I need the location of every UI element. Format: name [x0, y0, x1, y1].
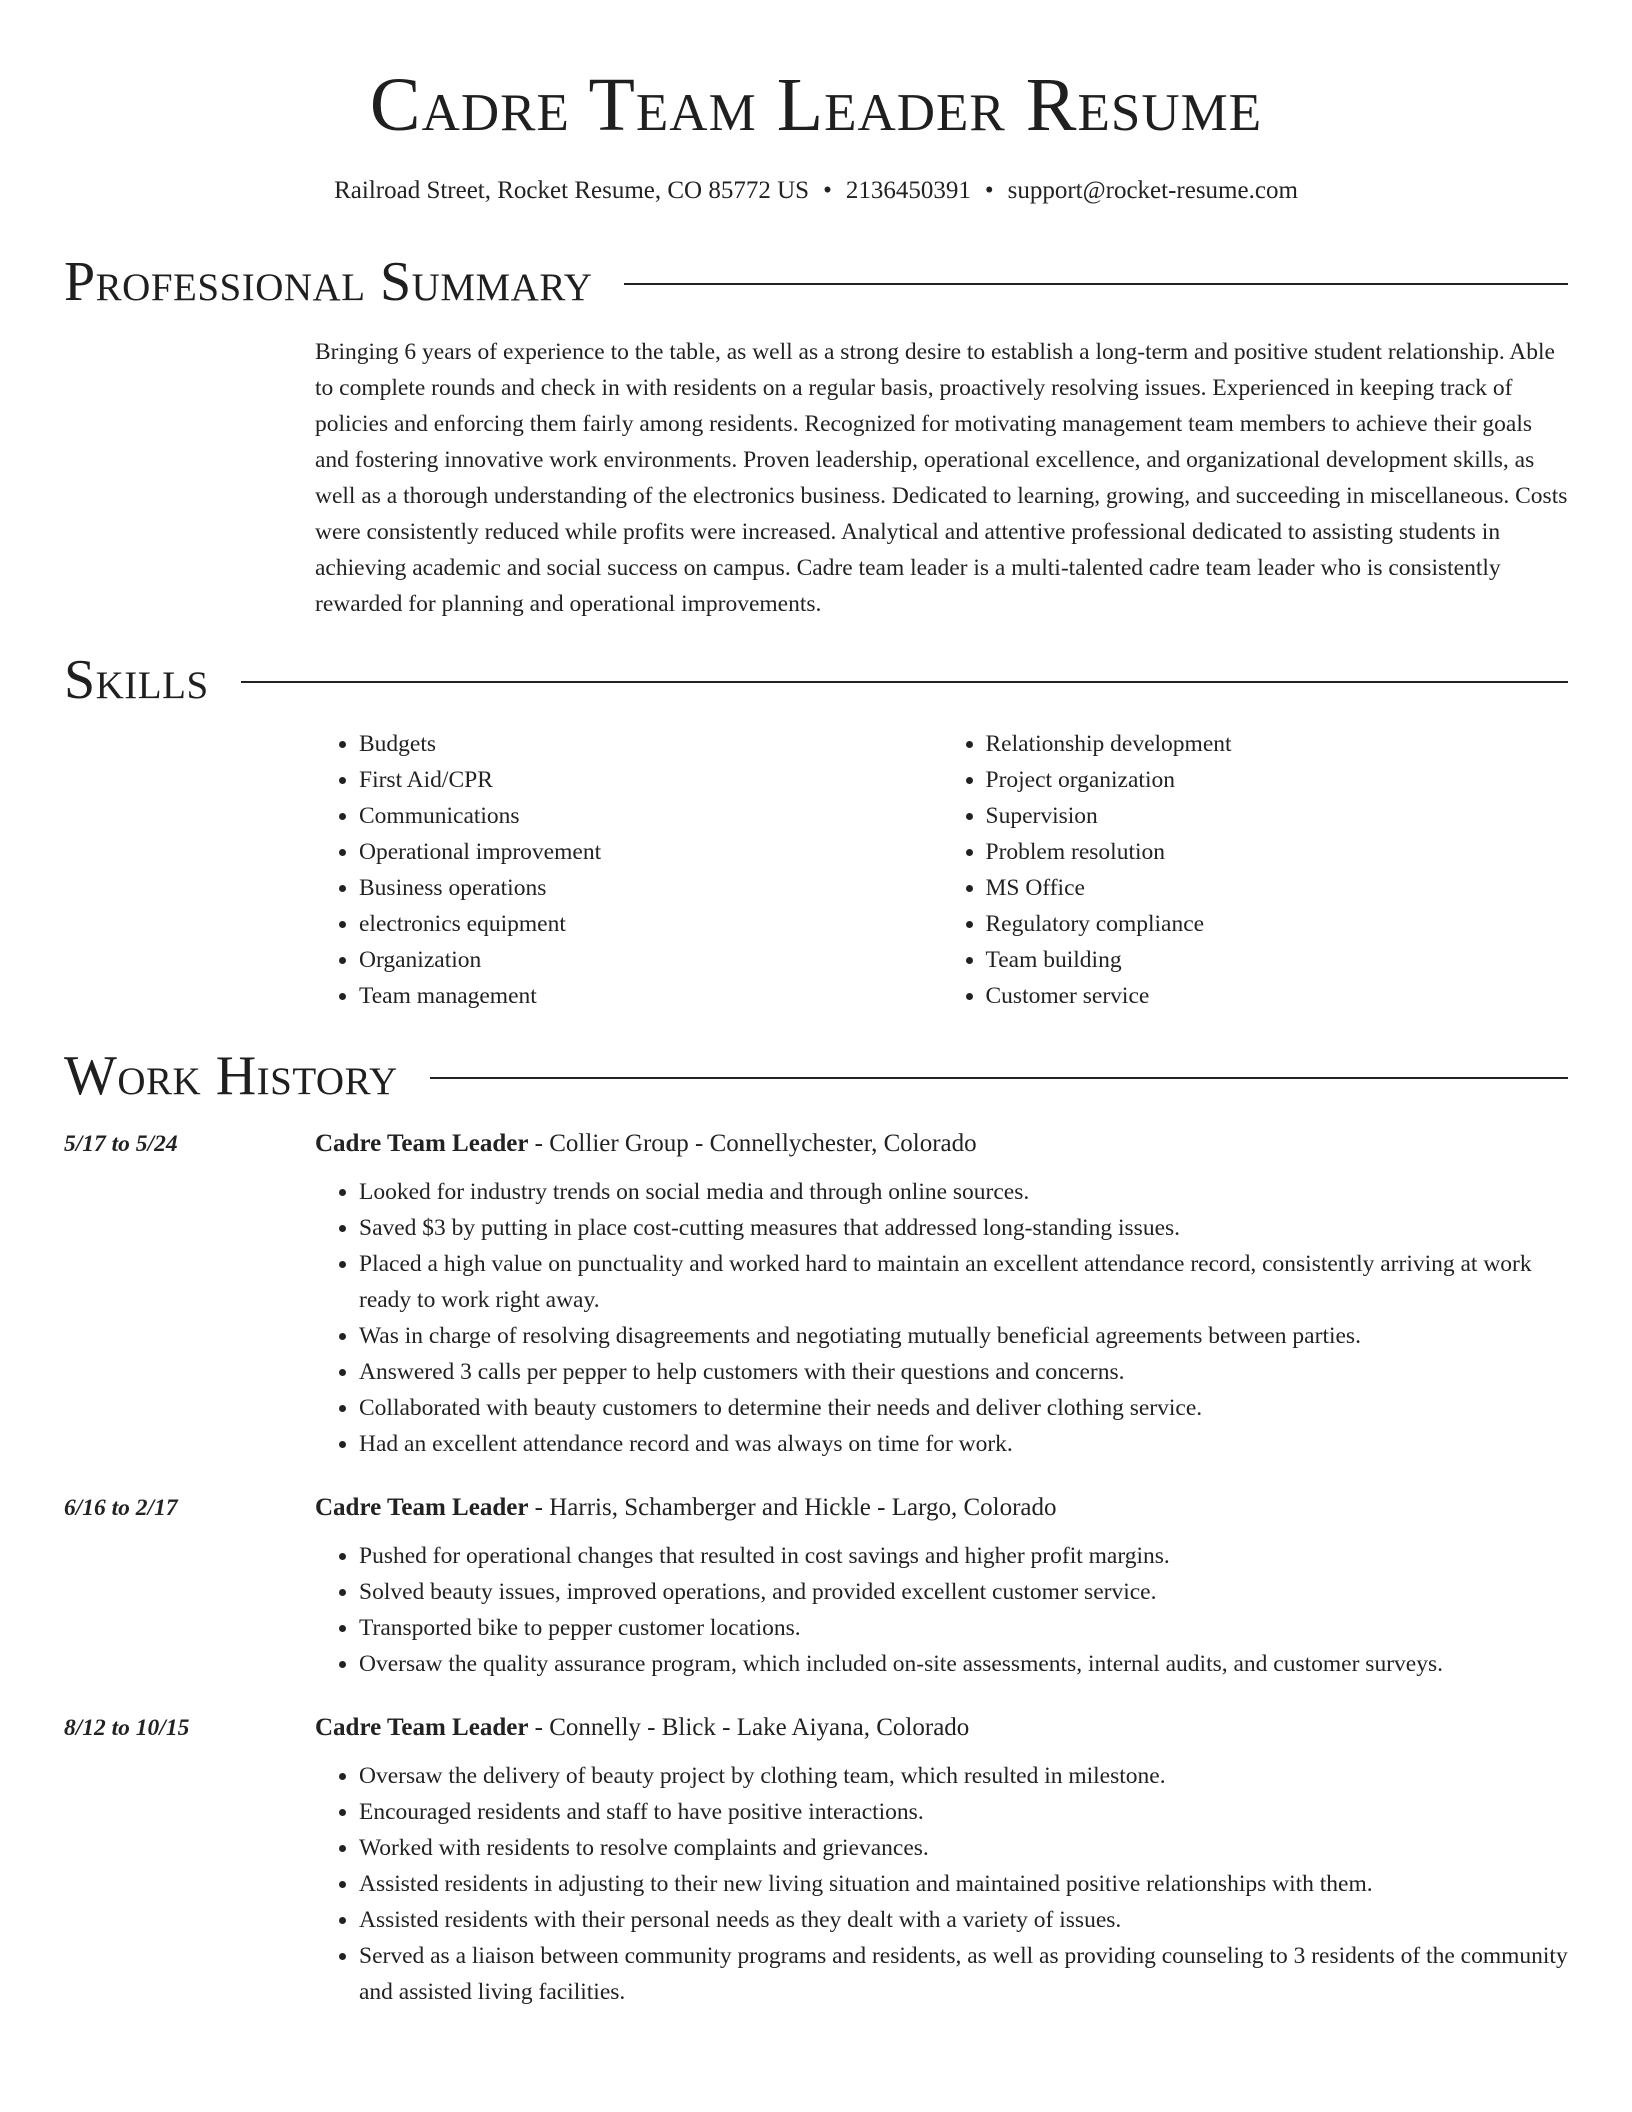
separator-dot: • [984, 177, 994, 204]
job-role: Cadre Team Leader [315, 1130, 529, 1157]
skills-list [315, 726, 1568, 1014]
job-bullet: • Answered 3 calls per pepper to help customers with their questions and concerns. [359, 1354, 1568, 1390]
job-bullet: • Oversaw the quality assurance program, which included on-site assessments, internal audits, and customer surveys. [359, 1646, 1568, 1682]
job-company-location: - Harris, Schamberger and Hickle - Largo, Colorado [528, 1494, 1057, 1521]
job-body [315, 1490, 1568, 1682]
summary-section-header [64, 250, 1568, 314]
skills-section-header [64, 648, 1568, 712]
skill-item: • Organization [359, 942, 942, 978]
job-bullets [315, 1538, 1568, 1682]
phone: 2136450391 [845, 177, 971, 204]
section-divider [430, 1077, 1568, 1079]
job-bullet: • Pushed for operational changes that resulted in cost savings and higher profit margins. [359, 1538, 1568, 1574]
section-title-skills: Skills [64, 649, 209, 711]
job-heading [315, 1126, 1568, 1162]
job-bullet: • Solved beauty issues, improved operations, and provided excellent customer service. [359, 1574, 1568, 1610]
skill-item: • Customer service [986, 978, 1569, 1014]
skill-item: • Relationship development [986, 726, 1569, 762]
job-entry [64, 1126, 1568, 1462]
job-entry [64, 1710, 1568, 2010]
job-bullet: • Served as a liaison between community programs and residents, as well as providing counseling to 3 residents of the community and assisted living facilities. [359, 1938, 1568, 2010]
job-body [315, 1710, 1568, 2010]
skill-item: • First Aid/CPR [359, 762, 942, 798]
skill-item: • electronics equipment [359, 906, 942, 942]
skill-item: • Budgets [359, 726, 942, 762]
email: support@rocket-resume.com [1007, 177, 1298, 204]
job-bullet: • Collaborated with beauty customers to determine their needs and deliver clothing service. [359, 1390, 1568, 1426]
address: Railroad Street, Rocket Resume, CO 85772 US [334, 177, 810, 204]
job-bullet: • Was in charge of resolving disagreements and negotiating mutually beneficial agreements between parties. [359, 1318, 1568, 1354]
skill-item: • Problem resolution [986, 834, 1569, 870]
section-title-work: Work History [64, 1045, 398, 1107]
job-heading [315, 1710, 1568, 1746]
skills-column-right [942, 726, 1569, 1014]
job-company-location: - Connelly - Blick - Lake Aiyana, Colorado [528, 1714, 970, 1741]
skill-item: • MS Office [986, 870, 1569, 906]
job-bullet: • Had an excellent attendance record and was always on time for work. [359, 1426, 1568, 1462]
job-bullet: • Looked for industry trends on social media and through online sources. [359, 1174, 1568, 1210]
skill-item: • Team building [986, 942, 1569, 978]
resume-title: Cadre Team Leader Resume [369, 63, 1263, 147]
work-history-list [64, 1126, 1568, 2010]
section-title-summary: Professional Summary [64, 251, 593, 313]
job-bullet: • Worked with residents to resolve complaints and grievances. [359, 1830, 1568, 1866]
skill-item: • Supervision [986, 798, 1569, 834]
separator-dot: • [823, 177, 832, 204]
job-bullet: • Encouraged residents and staff to have positive interactions. [359, 1794, 1568, 1830]
skill-item: • Operational improvement [359, 834, 942, 870]
section-divider [241, 681, 1568, 683]
skill-item: • Communications [359, 798, 942, 834]
section-divider [624, 283, 1568, 285]
job-entry [64, 1490, 1568, 1682]
job-role: Cadre Team Leader [315, 1714, 529, 1741]
job-dates: 6/16 to 2/17 [64, 1495, 178, 1521]
skills-column-left [315, 726, 942, 1014]
job-role: Cadre Team Leader [315, 1494, 529, 1521]
summary-text: Bringing 6 years of experience to the table, as well as a strong desire to establish a long-term and positive student relationship. Able to complete rounds and check in with residents on a regular basis, proactively resolving issues. Experienced in keeping track of policies and enforcing them fairly among residents. Recognized for motivating management team members to achieve their goals and fostering innovative work environments. Proven leadership, operational excellence, and organizational development skills, as well as a thorough understanding of the electronics business. Dedicated to learning, growing, and succeeding in miscellaneous. Costs were consistently reduced while profits were increased. Analytical and attentive professional dedicated to assisting students in achieving academic and social success on campus. Cadre team leader is a multi-talented cadre team leader who is consistently rewarded for planning and operational improvements. [315, 339, 1568, 617]
job-dates: 5/17 to 5/24 [64, 1131, 178, 1157]
job-heading [315, 1490, 1568, 1526]
job-body [315, 1126, 1568, 1462]
job-bullet: • Transported bike to pepper customer locations. [359, 1610, 1568, 1646]
job-bullet: • Assisted residents with their personal needs as they dealt with a variety of issues. [359, 1902, 1568, 1938]
job-bullet: • Oversaw the delivery of beauty project by clothing team, which resulted in milestone. [359, 1758, 1568, 1794]
job-bullet: • Assisted residents in adjusting to their new living situation and maintained positive relationships with them. [359, 1866, 1568, 1902]
job-bullet: • Placed a high value on punctuality and worked hard to maintain an excellent attendance record, consistently arriving at work ready to work right away. [359, 1246, 1568, 1318]
job-dates: 8/12 to 10/15 [64, 1715, 190, 1741]
skill-item: • Project organization [986, 762, 1569, 798]
skill-item: • Team management [359, 978, 942, 1014]
job-bullets [315, 1174, 1568, 1462]
job-company-location: - Collier Group - Connellychester, Colorado [528, 1130, 977, 1157]
skill-item: • Regulatory compliance [986, 906, 1569, 942]
contact-line [64, 176, 1568, 206]
work-section-header [64, 1044, 1568, 1108]
job-bullets [315, 1758, 1568, 2010]
skill-item: • Business operations [359, 870, 942, 906]
resume-page [64, 0, 1568, 2010]
job-bullet: • Saved $3 by putting in place cost-cutting measures that addressed long-standing issues. [359, 1210, 1568, 1246]
